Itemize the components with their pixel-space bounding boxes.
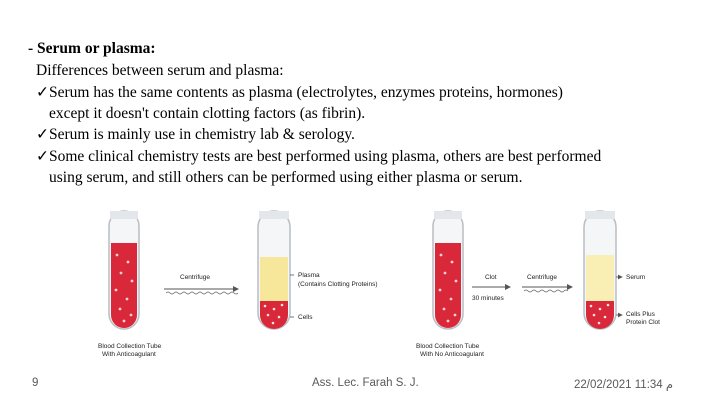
checkmark-icon: ✓	[36, 148, 49, 165]
serum-plasma-diagram	[80, 205, 700, 370]
plasma-layer	[260, 257, 288, 301]
spin-wave-icon	[524, 290, 568, 292]
cells-label: Cells	[298, 314, 313, 321]
clot-label: Clot	[485, 274, 497, 281]
tube-label-line1: Blood Collection Tube	[98, 343, 162, 350]
tube-no-anticoagulant	[433, 211, 463, 329]
plasma-note: (Contains Clotting Proteins)	[298, 281, 378, 288]
tube-label-line1: Blood Collection Tube	[416, 343, 480, 350]
bullet-text: Serum is mainly use in chemistry lab & serology.	[49, 126, 355, 143]
tube-plasma-separated	[258, 211, 290, 329]
tube-serum-separated	[584, 211, 616, 329]
spin-wave-icon	[166, 292, 238, 294]
tube-label-line2: With Anticoagulant	[102, 351, 156, 358]
bullet-text-continued: except it doesn't contain clotting factors (as fibrin).	[49, 105, 366, 122]
section-subheading: Differences between serum and plasma:	[36, 62, 284, 79]
checkmark-icon: ✓	[36, 84, 49, 101]
clot-time-label: 30 minutes	[472, 295, 504, 302]
checkmark-icon: ✓	[36, 126, 49, 143]
footer-datetime: م 11:34 22/02/2021	[574, 379, 674, 391]
whole-blood	[111, 243, 137, 328]
cells-clot-label-line2: Protein Clot	[626, 319, 660, 326]
bullet-text-continued: using serum, and still others can be performed using either plasma or serum.	[49, 169, 523, 186]
whole-blood	[435, 243, 461, 328]
bullet-item	[36, 124, 692, 145]
serum-layer	[586, 255, 614, 301]
section-heading: - Serum or plasma:	[28, 40, 156, 57]
bullet-item	[36, 82, 692, 124]
tube-with-anticoagulant	[109, 211, 139, 329]
plasma-label: Plasma	[298, 272, 320, 279]
page-number: 9	[32, 377, 39, 389]
diagram-svg	[80, 205, 700, 370]
centrifuge-label: Centrifuge	[180, 274, 210, 281]
bullet-text: Serum has the same contents as plasma (electrolytes, enzymes proteins, hormones)	[49, 84, 563, 101]
footer-author: Ass. Lec. Farah S. J.	[312, 377, 419, 389]
bullet-item	[36, 146, 692, 188]
serum-label: Serum	[626, 274, 646, 281]
tube-label-line2: With No Anticoagulant	[420, 351, 484, 358]
centrifuge-label: Centrifuge	[527, 274, 557, 281]
cells-clot-label-line1: Cells Plus	[626, 311, 655, 318]
bullet-text: Some clinical chemistry tests are best performed using plasma, others are best performed	[49, 148, 602, 165]
